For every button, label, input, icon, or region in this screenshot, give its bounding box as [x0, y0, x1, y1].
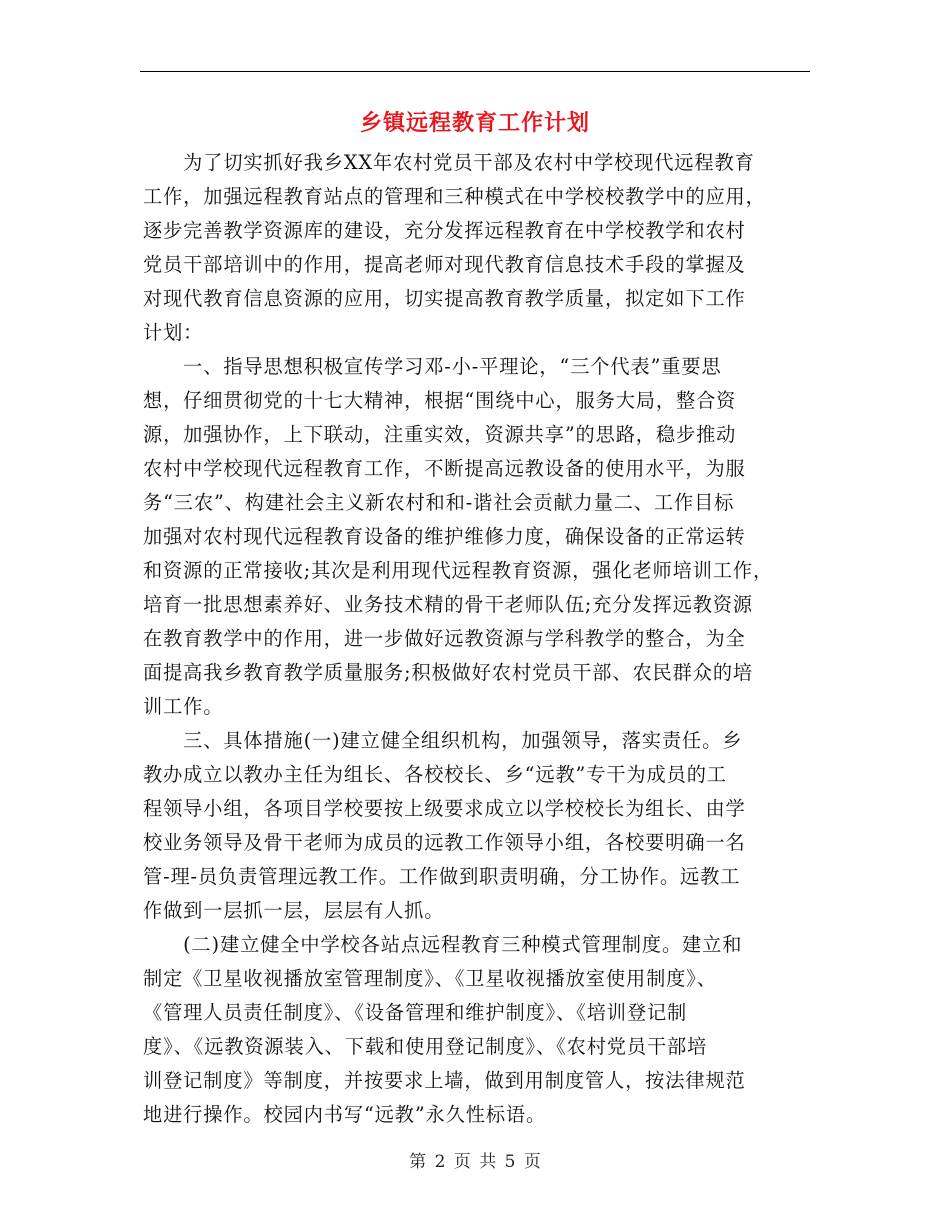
body-line: 作做到一层抓一层，层层有人抓。	[143, 899, 445, 922]
body-line: 度》、《远教资源装入、下载和使用登记制度》、《农村党员干部培	[143, 1035, 708, 1058]
body-line: 训工作。	[143, 695, 224, 718]
body-line: 党员干部培训中的作用，提高老师对现代教育信息技术手段的掌握及	[143, 253, 746, 276]
body-line: 制定《卫星收视播放室管理制度》、《卫星收视播放室使用制度》、	[143, 967, 717, 990]
body-line: 逐步完善教学资源库的建设，充分发挥远程教育在中学校教学和农村	[143, 219, 746, 242]
body-line: 想，仔细贯彻党的十七大精神，根据“围绕中心，服务大局，整合资	[143, 389, 737, 412]
body-line: 源，加强协作，上下联动，注重实效，资源共享”的思路，稳步推动	[143, 423, 737, 446]
body-line: 训登记制度》等制度，并按要求上墙，做到用制度管人，按法律规范	[143, 1069, 746, 1092]
body-line: 教办成立以教办主任为组长、各校校长、乡“远教”专干为成员的工	[143, 763, 727, 786]
body-line: 面提高我乡教育教学质量服务;积极做好农村党员干部、农民群众的培	[143, 661, 753, 684]
body-line: 《管理人员责任制度》、《设备管理和维护制度》、《培训登记制	[143, 1001, 688, 1024]
page-footer: 第 2 页 共 5 页	[409, 1152, 541, 1172]
document-title: 乡镇远程教育工作计划	[359, 111, 590, 136]
body-line: 程领导小组，各项目学校要按上级要求成立以学校校长为组长、由学	[143, 797, 746, 820]
body-line: 和资源的正常接收;其次是利用现代远程教育资源，强化老师培训工作，	[143, 559, 774, 582]
body-line: 培育一批思想素养好、业务技术精的骨干老师队伍;充分发挥远教资源	[143, 593, 753, 616]
header-rule	[140, 71, 810, 72]
body-line: 对现代教育信息资源的应用，切实提高教育教学质量，拟定如下工作	[143, 287, 746, 310]
body-line: 三、具体措施(一)建立健全组织机构，加强领导，落实责任。乡	[143, 729, 743, 752]
body-line: 在教育教学中的作用，进一步做好远教资源与学科教学的整合，为全	[143, 627, 746, 650]
body-line: 地进行操作。校园内书写“远教”永久性标语。	[143, 1103, 547, 1126]
body-line: 校业务领导及骨干老师为成员的远教工作领导小组，各校要明确一名	[143, 831, 746, 854]
body-line: 一、指导思想积极宣传学习邓-小-平理论，“三个代表”重要思	[143, 355, 722, 378]
body-line: 农村中学校现代远程教育工作，不断提高远教设备的使用水平，为服	[143, 457, 746, 480]
body-line: 为了切实抓好我乡XX年农村党员干部及农村中学校现代远程教育	[143, 151, 755, 174]
body-line: 工作，加强远程教育站点的管理和三种模式在中学校校教学中的应用，	[143, 185, 766, 208]
body-line: 管-理-员负责管理远教工作。工作做到职责明确，分工协作。远教工	[143, 865, 741, 888]
body-line: 加强对农村现代远程教育设备的维护维修力度，确保设备的正常运转	[143, 525, 746, 548]
body-line: 计划：	[143, 321, 204, 344]
body-line: (二)建立健全中学校各站点远程教育三种模式管理制度。建立和	[143, 933, 743, 956]
body-line: 务“三农”、构建社会主义新农村和和-谐社会贡献力量二、工作目标	[143, 491, 735, 514]
